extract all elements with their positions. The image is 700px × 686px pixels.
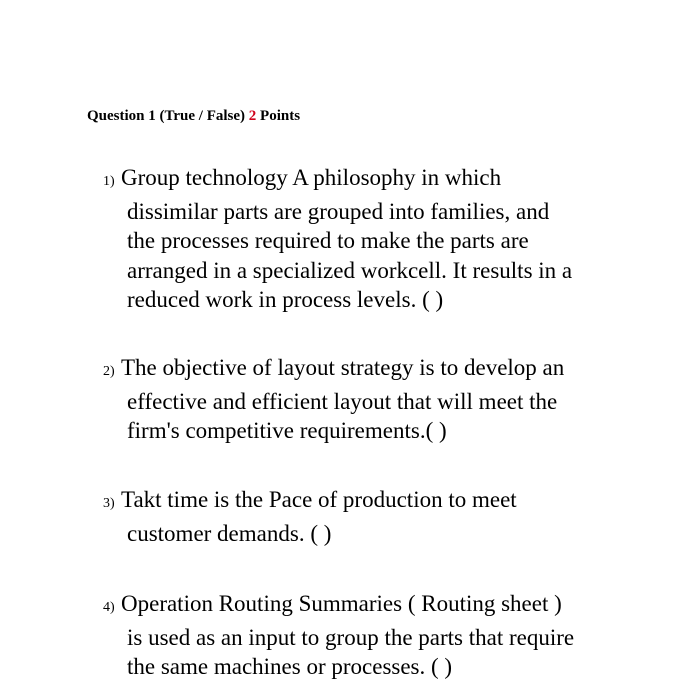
question-text: the processes required to make the parts are: [127, 228, 529, 253]
question-item-3: [103, 485, 663, 548]
question-item-1: [103, 163, 663, 315]
question-title: Question 1 (True / False): [87, 108, 246, 124]
question-number: 2): [103, 364, 115, 379]
question-line: [103, 163, 663, 197]
question-text: reduced work in process levels. ( ): [127, 287, 444, 312]
question-text: customer demands. ( ): [127, 520, 332, 546]
question-line: [103, 485, 663, 519]
question-item-4: [103, 589, 663, 682]
question-number: 3): [103, 496, 115, 511]
points-label: Points: [260, 108, 301, 124]
question-line: [103, 589, 663, 623]
question-text: firm's competitive requirements.( ): [127, 418, 447, 443]
question-text: is used as an input to group the parts that require: [127, 624, 575, 650]
question-item-2: [103, 353, 663, 446]
question-header: [87, 108, 300, 125]
question-text: Group technology A philosophy in which: [121, 165, 502, 190]
question-text: effective and efficient layout that will meet the: [127, 388, 558, 414]
question-number: 1): [103, 174, 115, 189]
question-text: Takt time is the Pace of production to meet: [121, 487, 517, 512]
question-text: arranged in a specialized workcell. It results in a: [127, 257, 573, 283]
question-text: The objective of layout strategy is to develop an: [121, 355, 565, 380]
question-text: the same machines or processes. ( ): [127, 654, 453, 679]
question-text: dissimilar parts are grouped into families, and: [127, 198, 550, 224]
question-number: 4): [103, 600, 115, 615]
question-text: Operation Routing Summaries ( Routing sheet ): [121, 591, 562, 616]
question-line: [103, 353, 663, 387]
points-value: 2: [248, 108, 257, 124]
